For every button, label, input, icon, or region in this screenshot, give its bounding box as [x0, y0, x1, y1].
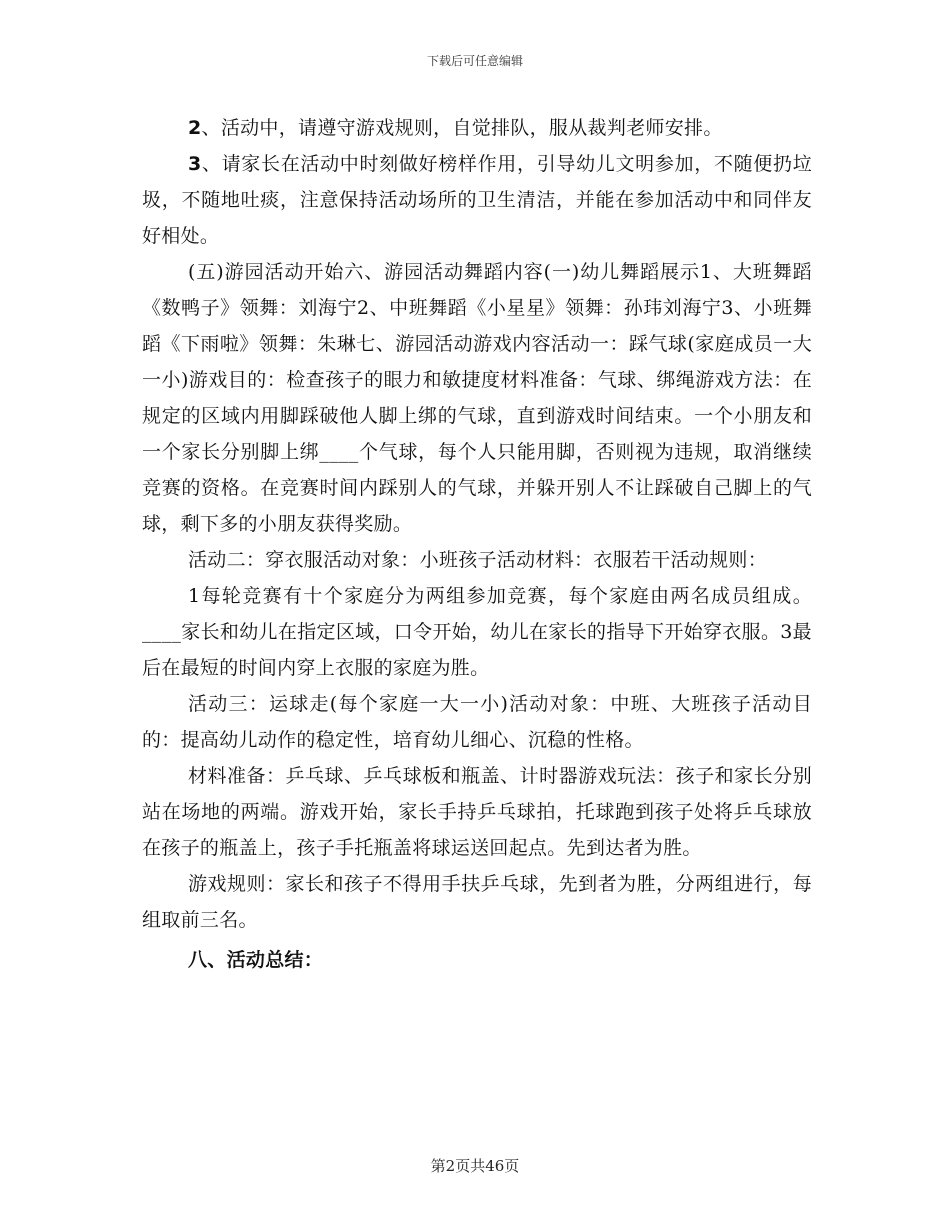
paragraph-rule-3: [142, 146, 812, 254]
paragraph-game-rules: 游戏规则：家长和孩子不得用手扶乒乓球，先到者为胜，分两组进行，每组取前三名。: [142, 873, 812, 931]
paragraph-activity-three: 活动三：运球走(每个家庭一大一小)活动对象：中班、大班孩子活动目的：提高幼儿动作的稳定性，培育幼儿细心、沉稳的性格。: [142, 693, 812, 751]
paragraph-number: 2: [188, 117, 202, 139]
paragraph-activity-two-rules: 1每轮竞赛有十个家庭分为两组参加竞赛，每个家庭由两名成员组成。____家长和幼儿在指定区域，口令开始，幼儿在家长的指导下开始穿衣服。3最后在最短的时间内穿上衣服的家庭为胜。: [142, 585, 812, 679]
paragraph-text: 、请家长在活动中时刻做好榜样作用，引导幼儿文明参加，不随便扔垃圾，不随地吐痰，注意保持活动场所的卫生清洁，并能在参加活动中和同伴友好相处。: [142, 153, 812, 247]
paragraph-activity-two: 活动二：穿衣服活动对象：小班孩子活动材料：衣服若干活动规则：: [188, 549, 768, 571]
paragraph-text: 、活动中，请遵守游戏规则，自觉排队，服从裁判老师安排。: [201, 117, 723, 139]
paragraph-number: 3: [188, 153, 202, 175]
section-heading: 八、活动总结：: [188, 949, 324, 971]
paragraph-activity-intro: (五)游园活动开始六、游园活动舞蹈内容(一)幼儿舞蹈展示1、大班舞蹈《数鸭子》领舞：刘海宁2、中班舞蹈《小星星》领舞：孙玮刘海宁3、小班舞蹈《下雨啦》领舞：朱琳七、游园活动游戏内容活动一：踩气球(家庭成员一大一小)游戏目的：检查孩子的眼力和敏捷度材料准备：气球、绑绳游戏方法：在规定的区域内用脚踩破他人脚上绑的气球，直到游戏时间结束。一个小朋友和一个家长分别脚上绑____个气球，每个人只能用脚，否则视为违规，取消继续竞赛的资格。在竞赛时间内踩别人的气球，并躲开别人不让踩破自己脚上的气球，剩下多的小朋友获得奖励。: [142, 261, 812, 535]
paragraph-rule-2: [142, 110, 812, 146]
document-body: [142, 110, 812, 978]
page-header: 下载后可任意编辑: [426, 54, 523, 68]
page-footer: 第2页共46页: [430, 1157, 520, 1175]
paragraph-materials: 材料准备：乒乓球、乒乓球板和瓶盖、计时器游戏玩法：孩子和家长分别站在场地的两端。游戏开始，家长手持乒乓球拍，托球跑到孩子处将乒乓球放在孩子的瓶盖上，孩子手托瓶盖将球运送回起点。先到达者为胜。: [142, 765, 812, 859]
